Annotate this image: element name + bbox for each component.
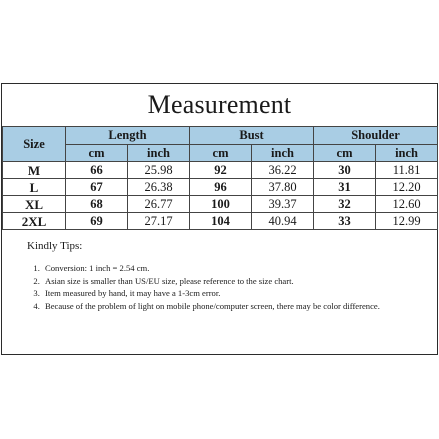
size-cell: L <box>3 179 66 196</box>
shoulder-cm-cell: 30 <box>314 162 376 179</box>
size-chart-table <box>2 126 438 230</box>
shoulder-inch-cell: 12.20 <box>376 179 438 196</box>
table-row <box>3 196 438 213</box>
shoulder-cm-cell: 33 <box>314 213 376 230</box>
length-cm-cell: 67 <box>66 179 128 196</box>
table-row <box>3 213 438 230</box>
shoulder-inch-header: inch <box>376 145 438 162</box>
bust-cm-cell: 92 <box>190 162 252 179</box>
bust-header: Bust <box>190 127 314 145</box>
length-header: Length <box>66 127 190 145</box>
shoulder-cm-header: cm <box>314 145 376 162</box>
bust-inch-cell: 39.37 <box>252 196 314 213</box>
shoulder-header: Shoulder <box>314 127 438 145</box>
page-title: Measurement <box>147 90 292 119</box>
bust-inch-cell: 36.22 <box>252 162 314 179</box>
bust-inch-header: inch <box>252 145 314 162</box>
shoulder-inch-cell: 12.60 <box>376 196 438 213</box>
size-header: Size <box>3 127 66 162</box>
tip-item: 1. Conversion: 1 inch = 2.54 cm. <box>42 262 427 275</box>
shoulder-cm-cell: 32 <box>314 196 376 213</box>
length-inch-cell: 27.17 <box>128 213 190 230</box>
bust-cm-cell: 96 <box>190 179 252 196</box>
length-inch-cell: 26.77 <box>128 196 190 213</box>
length-cm-cell: 69 <box>66 213 128 230</box>
shoulder-inch-cell: 12.99 <box>376 213 438 230</box>
length-inch-cell: 25.98 <box>128 162 190 179</box>
bust-cm-cell: 104 <box>190 213 252 230</box>
kindly-tips <box>27 240 427 312</box>
tips-list <box>27 262 427 312</box>
bust-cm-header: cm <box>190 145 252 162</box>
measurement-card <box>1 83 438 355</box>
bust-inch-cell: 37.80 <box>252 179 314 196</box>
table-row <box>3 179 438 196</box>
tip-item: 4. Because of the problem of light on mobile phone/computer screen, there may be color difference. <box>42 300 427 313</box>
shoulder-cm-cell: 31 <box>314 179 376 196</box>
size-cell: 2XL <box>3 213 66 230</box>
tips-heading: Kindly Tips: <box>27 240 83 252</box>
bust-inch-cell: 40.94 <box>252 213 314 230</box>
tip-item: 3. Item measured by hand, it may have a 1-3cm error. <box>42 287 427 300</box>
length-cm-header: cm <box>66 145 128 162</box>
length-cm-cell: 66 <box>66 162 128 179</box>
bust-cm-cell: 100 <box>190 196 252 213</box>
size-cell: M <box>3 162 66 179</box>
length-inch-header: inch <box>128 145 190 162</box>
length-cm-cell: 68 <box>66 196 128 213</box>
tip-item: 2. Asian size is smaller than US/EU size, please reference to the size chart. <box>42 275 427 288</box>
shoulder-inch-cell: 11.81 <box>376 162 438 179</box>
length-inch-cell: 26.38 <box>128 179 190 196</box>
table-row <box>3 162 438 179</box>
size-cell: XL <box>3 196 66 213</box>
